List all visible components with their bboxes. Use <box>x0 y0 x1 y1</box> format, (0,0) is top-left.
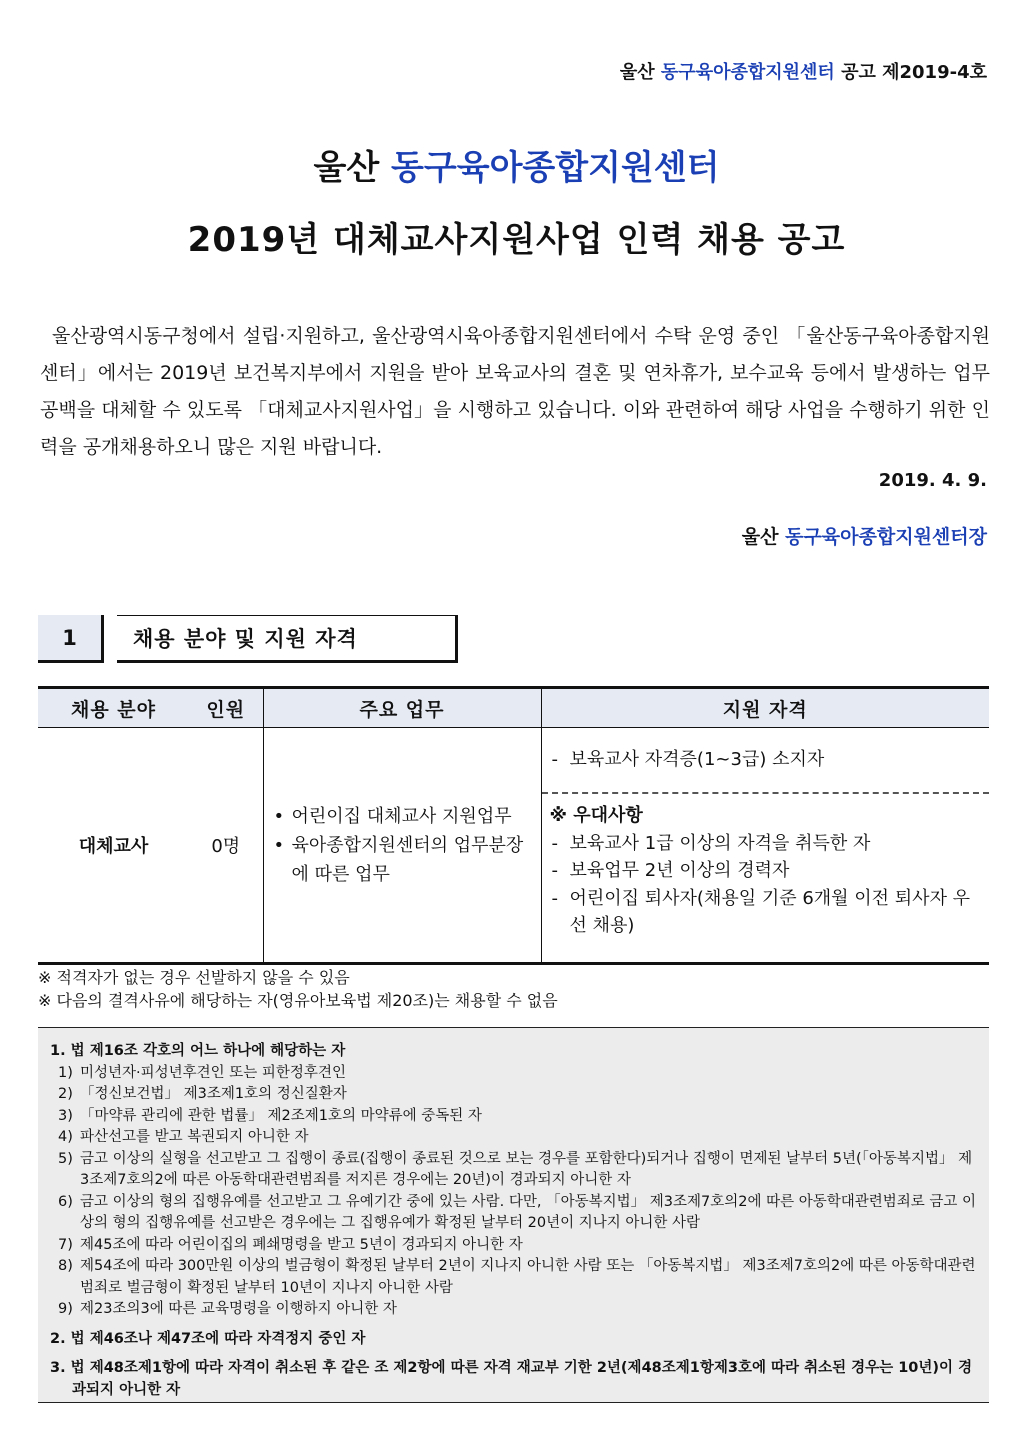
notice-number: 울산 동구육아종합지원센터 공고 제2019-4호 <box>619 62 987 83</box>
disq-item: 7) 제45조에 따라 어린이집의 폐쇄명령을 받고 5년이 경과되지 아니한 자 <box>58 1236 523 1253</box>
cell-qualification <box>541 728 989 964</box>
disq-item: 5) 금고 이상의 실형을 선고받고 그 집행이 종료(집행이 종료된 것으로 보는 경우를 포함한다)되거나 집행이 면제된 날부터 5년(「아동복지법」 제3조제7호의2에 따른 아동학대관련범죄를 저지른 경우에는 20년)이 경과되지 아니한 자 <box>58 1150 973 1188</box>
disq-item: 8) 제54조에 따라 300만원 이상의 벌금형이 확정된 날부터 2년이 지나지 아니한 사람 또는 「아동복지법」 제3조제7호의2에 따른 아동학대관련범죄로 벌금형이 확정된 날부터 10년이 지나지 아니한 사람 <box>58 1258 976 1296</box>
disq-item: 4) 파산선고를 받고 복권되지 아니한 자 <box>58 1129 309 1145</box>
header-qualification: 지원 자격 <box>541 688 989 728</box>
cell-duties <box>263 728 541 964</box>
note-item: ※ 다음의 결격사유에 해당하는 자(영유아보육법 제20조)는 채용할 수 없음 <box>38 991 558 1010</box>
disq-item: 2) 「정신보건법」 제3조제1호의 정신질환자 <box>58 1086 347 1102</box>
table-header-row <box>38 688 989 728</box>
recruitment-table <box>38 686 989 965</box>
cell-field: 대체교사 <box>38 728 189 964</box>
page-title-line1: 울산 동구육아종합지원센터 <box>313 148 720 188</box>
qualification-item: - 보육교사 자격증(1~3급) 소지자 <box>550 742 982 778</box>
preference-item: - 보육교사 1급 이상의 자격을 취득한 자 <box>550 830 982 858</box>
notice-date: 2019. 4. 9. <box>878 470 987 491</box>
note-item: ※ 적격자가 없는 경우 선발하지 않을 수 있음 <box>38 968 350 987</box>
disq-heading-3: 3. 법 제48조제1항에 따라 자격이 취소된 후 같은 조 제2항에 따른 자격 재교부 기한 2년(제48조제1항제3호에 따라 취소된 경우는 10년)이 경과되지 아니한 자 <box>50 1360 973 1398</box>
title-org: 동구육아종합지원센터 <box>391 148 720 188</box>
disq-item: 9) 제23조의3에 따른 교육명령을 이행하지 아니한 자 <box>58 1301 397 1317</box>
section-title: 채용 분야 및 지원 자격 <box>117 615 458 663</box>
preference-title: ※ 우대사항 <box>549 805 643 826</box>
table-row <box>38 728 989 964</box>
signer: 울산 동구육아종합지원센터장 <box>741 526 987 548</box>
header-duties: 주요 업무 <box>263 688 541 728</box>
disq-item: 3) 「마약류 관리에 관한 법률」 제2조제1호의 마약류에 중독된 자 <box>58 1107 482 1124</box>
header-count: 인원 <box>189 688 263 728</box>
duty-item: • 육아종합지원센터의 업무분장에 따른 업무 <box>272 831 537 889</box>
disqualification-box <box>38 1027 989 1403</box>
section-number: 1 <box>38 615 104 663</box>
preference-item: - 어린이집 퇴사자(채용일 기준 6개월 이전 퇴사자 우선 채용) <box>550 885 982 940</box>
disq-item: 6) 금고 이상의 형의 집행유예를 선고받고 그 유예기간 중에 있는 사람. 다만, 「아동복지법」 제3조제7호의2에 따른 아동학대관련범죄로 금고 이상의 형의 집행유예를 선고받은 경우에는 그 집행유예가 확정된 날부터 20년이 지나지 아니한 사람 <box>58 1193 977 1231</box>
intro-paragraph: 울산광역시동구청에서 설립·지원하고, 울산광역시육아종합지원센터에서 수탁 운영 중인 「울산동구육아종합지원센터」에서는 2019년 보건복지부에서 지원을 받아 보육교사의 결혼 및 연차휴가, 보수교육 등에서 발생하는 업무 공백을 대체할 수 있도록 「대체교사지원사업」을 시행하고 있습니다. 이와 관련하여 해당 사업을 수행하기 위한 인력을 공개채용하오니 많은 지원 바랍니다. <box>40 325 990 458</box>
page-title-line2: 2019년 대체교사지원사업 인력 채용 공고 <box>187 220 846 260</box>
notice-org: 동구육아종합지원센터 <box>660 62 835 83</box>
header-field: 채용 분야 <box>38 688 189 728</box>
disq-heading-2: 2. 법 제46조나 제47조에 따라 자격정지 중인 자 <box>50 1330 366 1347</box>
disq-item: 1) 미성년자·피성년후견인 또는 피한정후견인 <box>58 1064 346 1081</box>
cell-count: 0명 <box>189 728 263 964</box>
signer-org: 동구육아종합지원센터장 <box>785 526 987 548</box>
duty-item: • 어린이집 대체교사 지원업무 <box>272 802 537 831</box>
notes <box>38 966 558 1012</box>
preference-item: - 보육업무 2년 이상의 경력자 <box>550 857 982 885</box>
disq-heading-1: 1. 법 제16조 각호의 어느 하나에 해당하는 자 <box>50 1043 346 1059</box>
